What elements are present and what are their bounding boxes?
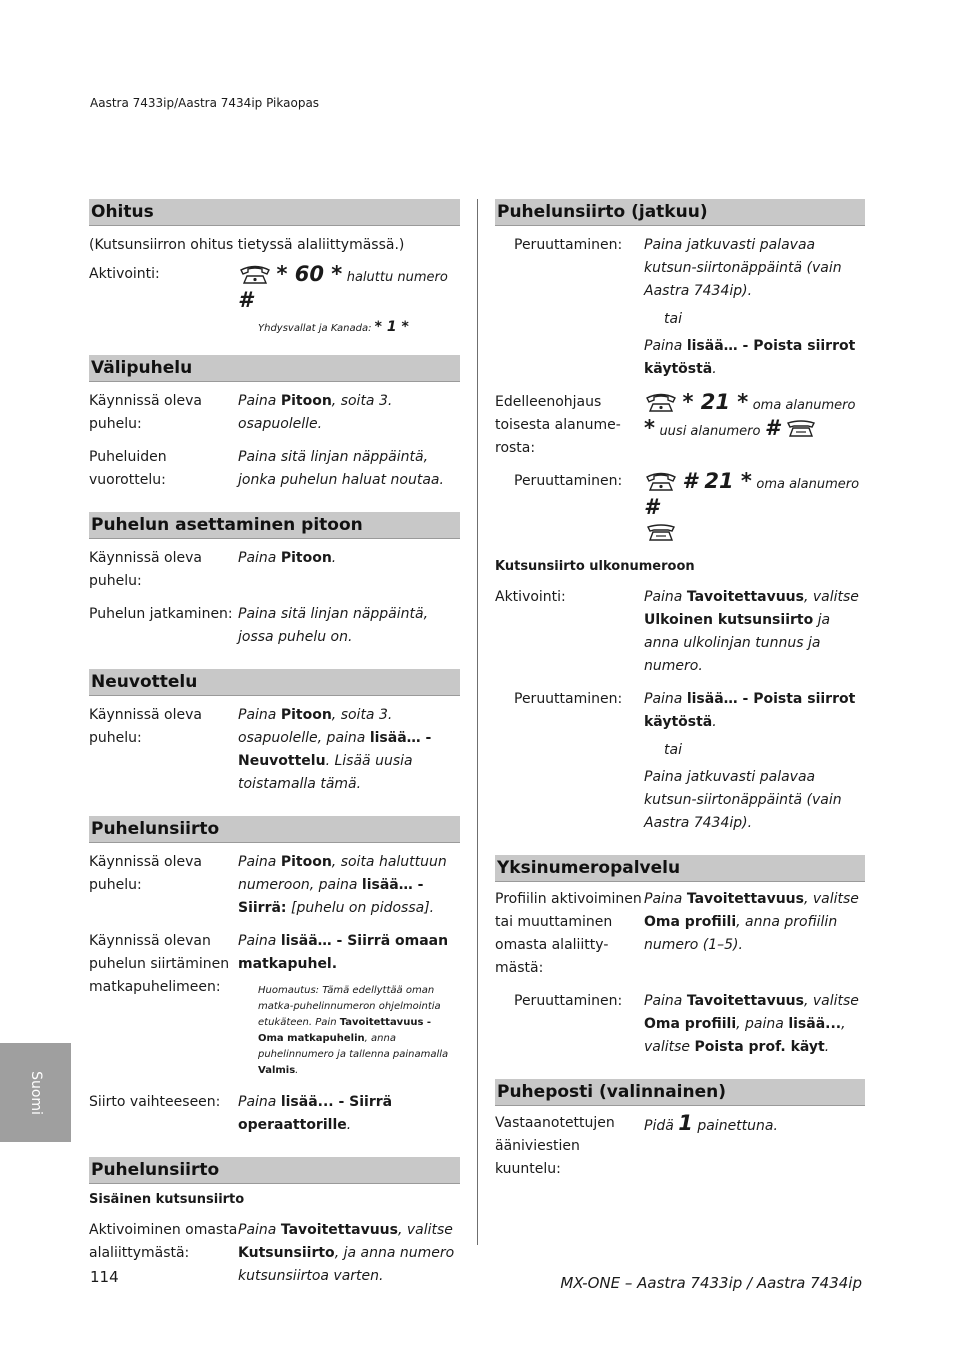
t: , valitse — [803, 589, 859, 605]
row-label: Peruuttaminen: — [514, 473, 623, 489]
row-label: Aktivoiminen omasta alaliittymästä: — [89, 1222, 238, 1261]
note — [258, 983, 460, 1079]
t: Paina — [644, 891, 683, 907]
tai: tai — [664, 742, 682, 758]
row — [495, 688, 865, 734]
footer-title: MX-ONE – Aastra 7433ip / Aastra 7434ip — [560, 1274, 862, 1292]
section-title: Puhelunsiirto (jatkuu) — [495, 199, 865, 226]
t: Pitoon — [280, 707, 332, 723]
row-value — [238, 1219, 460, 1288]
t: , valitse — [803, 993, 859, 1009]
t: , anna profiilin numero (1–5). — [644, 914, 838, 953]
sub-heading: Sisäinen kutsunsiirto — [89, 1192, 245, 1207]
code: * 60 * — [276, 262, 343, 286]
t: Tavoitettavuus — [686, 891, 804, 907]
row — [495, 1112, 865, 1181]
section-neuvottelu — [89, 669, 460, 796]
row-value — [644, 391, 865, 460]
row — [495, 888, 865, 980]
row-value — [644, 470, 865, 547]
section-title: Yksinumeropalvelu — [495, 855, 865, 882]
usa-label: Yhdysvallat ja Kanada: — [258, 323, 372, 334]
section-puhelunsiirto-jatkuu — [495, 199, 865, 835]
t: [puhelu on pidossa]. — [291, 900, 435, 916]
t: Pidä — [644, 1118, 674, 1134]
code-text: haluttu numero — [346, 270, 448, 285]
t: , valitse — [397, 1222, 453, 1238]
row-label: Käynnissä oleva puhelu: — [89, 550, 202, 589]
t: , soita haluttuun numeroon, paina — [238, 854, 447, 893]
t: lisää... - Siirrä operaattorille — [238, 1094, 393, 1133]
row-value — [238, 390, 460, 436]
t: * — [644, 416, 655, 440]
section-puheposti — [495, 1079, 865, 1181]
row-value: Paina sitä linjan näppäintä, jonka puhelun haluat noutaa. — [238, 449, 444, 488]
t: , valitse — [644, 1016, 846, 1055]
section-title: Puhelun asettaminen pitoon — [89, 512, 460, 539]
row-label: Profiilin aktivoiminen tai muuttaminen omasta alaliitty-mästä: — [495, 891, 642, 976]
t: . — [295, 1065, 299, 1076]
t: uusi alanumero — [659, 424, 761, 439]
row-label: Vastaanotettujen ääniviestien kuuntelu: — [495, 1115, 615, 1177]
section-intro: (Kutsunsiirron ohitus tietyssä alaliittymässä.) — [89, 237, 405, 253]
t: . Lisää uusia toistamalla tämä. — [238, 753, 413, 792]
t: . — [712, 361, 717, 377]
t: Poista prof. käyt — [694, 1039, 825, 1055]
t: , ja anna numero kutsunsiirtoa varten. — [238, 1245, 455, 1284]
t: Paina — [238, 933, 277, 949]
section-valipuhelu — [89, 355, 460, 492]
t: lisää… - Neuvottelu — [238, 730, 432, 769]
row — [495, 766, 865, 835]
row — [495, 470, 865, 547]
row-label: Siirto vaihteeseen: — [89, 1094, 221, 1110]
row-value — [644, 335, 865, 381]
row-value — [238, 704, 460, 796]
row-value — [644, 1112, 865, 1181]
t: lisää… - Siirrä: — [238, 877, 424, 916]
row-label: Aktivointi: — [495, 589, 566, 605]
row-value — [644, 888, 865, 980]
t: lisää... — [788, 1016, 842, 1032]
row-value — [238, 263, 460, 315]
right-column — [495, 199, 865, 1181]
t: , paina — [736, 1016, 784, 1032]
row — [89, 1091, 460, 1137]
handset-on-hook-icon — [644, 522, 678, 542]
t: # — [644, 495, 659, 519]
t: 1 — [678, 1111, 693, 1135]
t: Oma profiili — [644, 914, 737, 930]
t: Paina — [644, 338, 683, 354]
left-column — [89, 199, 460, 1288]
row — [495, 990, 865, 1059]
row-value: Paina jatkuvasti palavaa kutsun-siirtonäppäintä (vain Aastra 7434ip). — [644, 237, 842, 299]
row — [89, 851, 460, 920]
usa-code: * 1 * — [374, 319, 409, 335]
t: . — [712, 714, 717, 730]
t: # — [764, 416, 780, 440]
t: lisää… - Poista siirrot käytöstä — [644, 691, 856, 730]
section-puhelunsiirto — [89, 816, 460, 1137]
t: Huomautus: Tämä edellyttää oman matka-puhelinnumeron ohjelmointia etukäteen. Pain — [258, 985, 441, 1028]
t: Paina — [238, 1222, 277, 1238]
row-label: Käynnissä olevan puhelun siirtäminen matkapuhelimeen: — [89, 933, 230, 995]
section-pitoon — [89, 512, 460, 649]
row-label-empty — [495, 335, 644, 381]
row-label: Puheluiden vuorottelu: — [89, 449, 167, 488]
t: Tavoitettavuus — [686, 589, 804, 605]
row — [89, 603, 460, 649]
t: Paina — [238, 707, 277, 723]
t: oma alanumero — [752, 398, 856, 413]
tai: tai — [664, 311, 682, 327]
language-tab-label: Suomi — [27, 1070, 44, 1115]
code: # 21 * — [682, 469, 752, 493]
handset-off-hook-icon — [238, 264, 272, 284]
section-yksinumeropalvelu — [495, 855, 865, 1059]
t: Valmis — [258, 1065, 296, 1076]
row-value: Paina jatkuvasti palavaa kutsun-siirtonäppäintä (vain Aastra 7434ip). — [644, 769, 842, 831]
row-value — [238, 547, 460, 593]
t: Paina — [238, 854, 277, 870]
row-value — [238, 1091, 460, 1137]
t: Pitoon — [280, 854, 332, 870]
t: , soita 3. osapuolelle, paina — [238, 707, 393, 746]
row-label: Käynnissä oleva puhelu: — [89, 854, 202, 893]
row-activation — [89, 263, 460, 315]
t: oma alanumero — [756, 477, 860, 492]
section-title: Ohitus — [89, 199, 460, 226]
page-number: 114 — [90, 1268, 119, 1286]
row — [495, 391, 865, 460]
row — [495, 335, 865, 381]
t: Pitoon — [280, 550, 332, 566]
row-label-empty — [495, 766, 644, 835]
section-title: Neuvottelu — [89, 669, 460, 696]
row — [89, 446, 460, 492]
section-title: Puhelunsiirto — [89, 1157, 460, 1184]
t: . — [824, 1039, 830, 1055]
t: ja anna ulkolinjan tunnus ja numero. — [644, 612, 831, 674]
handset-off-hook-icon — [644, 471, 678, 491]
section-title: Puhelunsiirto — [89, 816, 460, 843]
t: Paina — [238, 393, 277, 409]
section-title: Puheposti (valinnainen) — [495, 1079, 865, 1106]
t: Tavoitettavuus - Oma matkapuhelin — [258, 1017, 432, 1044]
section-puhelunsiirto-sisainen — [89, 1157, 460, 1288]
t: Kutsunsiirto — [238, 1245, 335, 1261]
t: painettuna. — [697, 1118, 778, 1134]
t: , soita 3. osapuolelle. — [238, 393, 393, 432]
row-label: Peruuttaminen: — [514, 691, 623, 707]
t: Pitoon — [280, 393, 332, 409]
row-value — [238, 851, 460, 920]
sub-heading: Kutsunsiirto ulkonumeroon — [495, 559, 695, 574]
code-end: # — [238, 288, 253, 312]
section-title: Välipuhelu — [89, 355, 460, 382]
row-label: Puhelun jatkaminen: — [89, 606, 233, 622]
t: . — [346, 1117, 352, 1133]
row-value — [644, 990, 865, 1059]
t: Paina — [644, 691, 683, 707]
t: Ulkoinen kutsunsiirto — [644, 612, 814, 628]
t: , valitse — [803, 891, 859, 907]
t: Paina — [644, 589, 683, 605]
t: lisää… - Siirrä omaan matkapuhel. — [238, 933, 449, 972]
row — [495, 234, 865, 303]
t: Paina — [644, 993, 683, 1009]
row-label: Käynnissä oleva puhelu: — [89, 707, 202, 746]
row-value: Paina sitä linjan näppäintä, jossa puhelu on. — [238, 606, 429, 645]
t: Oma profiili — [644, 1016, 737, 1032]
row — [89, 547, 460, 593]
row — [495, 586, 865, 678]
row-label: Peruuttaminen: — [514, 993, 623, 1009]
row-value — [644, 586, 865, 678]
running-header: Aastra 7433ip/Aastra 7434ip Pikaopas — [90, 96, 320, 110]
handset-on-hook-icon — [784, 418, 818, 438]
language-tab — [0, 1043, 71, 1142]
t: Tavoitettavuus — [686, 993, 804, 1009]
t: , anna puhelinnumero ja tallenna painamalla — [258, 1033, 449, 1060]
t: lisää… - Poista siirrot käytöstä — [644, 338, 856, 377]
row — [89, 1219, 460, 1288]
row-label: Edelleenohjaus toisesta alanume-rosta: — [495, 394, 621, 456]
t: Paina — [238, 1094, 277, 1110]
t: Tavoitettavuus — [280, 1222, 398, 1238]
row-value — [644, 688, 865, 734]
section-ohitus — [89, 199, 460, 335]
row-label: Aktivointi: — [89, 266, 160, 282]
row-label: Käynnissä oleva puhelu: — [89, 393, 202, 432]
row-label: Peruuttaminen: — [514, 237, 623, 253]
t: Paina — [238, 550, 277, 566]
row — [89, 704, 460, 796]
code: * 21 * — [682, 390, 749, 414]
usa-note — [258, 319, 460, 335]
handset-off-hook-icon — [644, 392, 678, 412]
row — [89, 390, 460, 436]
column-divider — [477, 199, 478, 1245]
t: . — [331, 550, 337, 566]
